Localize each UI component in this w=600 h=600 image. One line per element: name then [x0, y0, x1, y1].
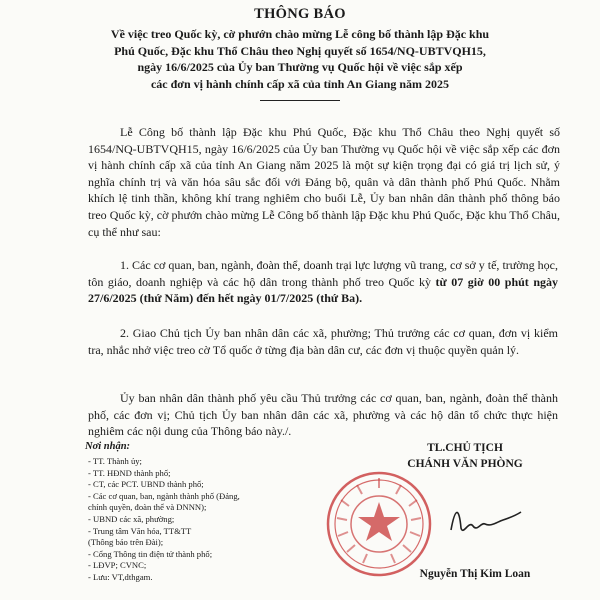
item-2: 2. Giao Chủ tịch Ủy ban nhân dân các xã, phường; Thủ trưởng các cơ quan, đơn vị kiểm tra, nhắc nhở việc treo cờ Tổ quốc ở từng địa bàn dân cư, các đơn vị thuộc quyền quản lý. — [88, 326, 558, 357]
item-1-bold-period: từ 07 giờ 00 phút ngày 27/6/2025 (thứ Năm) đến hết ngày 01/7/2025 (thứ Ba). — [88, 274, 558, 306]
handwritten-signature — [445, 500, 525, 540]
signature-title: TL.CHỦ TỊCH — [427, 442, 503, 454]
document-subtitle — [70, 26, 530, 92]
title-divider — [260, 100, 340, 101]
recipient-item: - Lưu: VT,dthgam. — [88, 571, 153, 582]
subtitle-line: ngày 16/6/2025 của Ủy ban Thường vụ Quốc hội về việc sắp xếp — [137, 60, 463, 74]
recipients-heading: Nơi nhận: — [85, 441, 131, 452]
item-1 — [88, 257, 558, 307]
recipient-item: - UBND các xã, phường; — [88, 513, 175, 524]
closing-paragraph: Ủy ban nhân dân thành phố yêu cầu Thủ trưởng các cơ quan, ban, ngành, đoàn thể thành phố, các đơn vị; Chủ tịch Ủy ban nhân dân các xã, phường và các hộ dân tổ chức thực hiện nghiêm các nội dung của Thông báo này./. — [88, 391, 558, 439]
subtitle-line: các đơn vị hành chính cấp xã của tỉnh An Giang năm 2025 — [150, 76, 450, 91]
intro-paragraph: Lễ Công bố thành lập Đặc khu Phú Quốc, Đặc khu Thổ Châu theo Nghị quyết số 1654/NQ-UBTVQH15, ngày 16/6/2025 của Ủy ban Thường vụ Quốc hội về việc sắp xếp các đơn vị hành chính cấp xã của tỉnh An Giang năm 2025 là một sự kiện trọng đại có giá trị lịch sử, ý nghĩa chính trị và văn hóa sâu sắc đối với Đảng bộ, quân và dân thành phố Phú Quốc. Nhằm khích lệ tinh thần, không khí trang nghiêm cho buổi Lễ, Ủy ban nhân dân thành phố thông báo treo Quốc kỳ, cờ phướn chào mừng Lễ Công bố thành lập Đặc khu Phú Quốc, Đặc khu Thổ Châu, cụ thể như sau: — [88, 125, 560, 239]
recipient-item: - TT. HĐND thành phố; — [88, 467, 171, 478]
recipient-item: (Thông báo trên Đài); — [88, 537, 164, 548]
official-seal-icon — [325, 470, 433, 578]
recipient-item: - CT, các PCT. UBND thành phố; — [88, 479, 204, 490]
item-1-text: 1. Các cơ quan, ban, ngành, đoàn thể, doanh trại lực lượng vũ trang, cơ sở y tế, trường học, tôn giáo, doanh nghiệp và các hộ dân trong thành phố treo Quốc kỳ — [88, 258, 558, 289]
signer-name: Nguyễn Thị Kim Loan — [419, 568, 531, 580]
recipient-item: - Các cơ quan, ban, ngành thành phố (Đảng, — [88, 490, 240, 501]
signature-position: CHÁNH VĂN PHÒNG — [407, 458, 523, 470]
recipient-item: - Trung tâm Văn hóa, TT&TT — [88, 525, 192, 536]
document-title: THÔNG BÁO — [254, 6, 346, 22]
recipient-item: - Cổng Thông tin điện tử thành phố; — [88, 548, 213, 559]
subtitle-line: Phú Quốc, Đặc khu Thổ Châu theo Nghị quyết số 1654/NQ-UBTVQH15, — [114, 43, 486, 58]
recipient-item: - TT. Thành ủy; — [88, 456, 142, 466]
recipient-item: chính quyền, đoàn thể và DNNN); — [88, 502, 207, 513]
recipients-list — [88, 456, 298, 584]
recipient-item: - LĐVP; CVNC; — [88, 560, 147, 571]
subtitle-line: Về việc treo Quốc kỳ, cờ phướn chào mừng Lễ công bố thành lập Đặc khu — [110, 27, 490, 41]
